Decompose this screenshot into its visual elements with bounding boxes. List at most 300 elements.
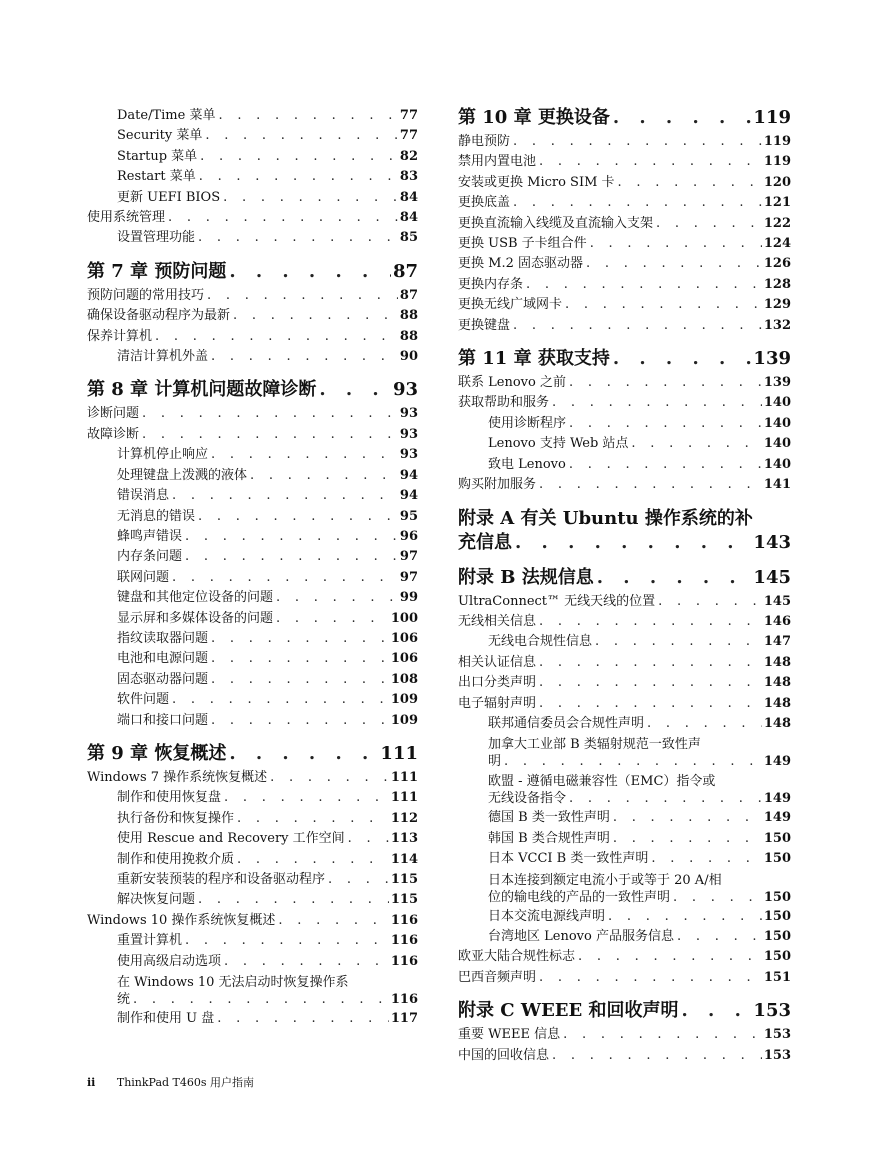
toc-entry-title: 无消息的错误 (117, 508, 196, 524)
toc-entry-page: 151 (763, 969, 791, 985)
toc-entry[interactable] (458, 927, 791, 947)
toc-leader-dots (169, 568, 398, 588)
toc-leader-dots (655, 592, 762, 612)
toc-chapter-entry[interactable] (458, 106, 791, 130)
toc-leader-dots (536, 968, 762, 988)
toc-entry-title: Date/Time 菜单 (117, 108, 216, 123)
toc-entry-page: 141 (763, 477, 791, 493)
toc-leader-dots (615, 173, 762, 193)
toc-leader-dots (226, 742, 378, 766)
toc-entry-title: 致电 Lenovo (488, 456, 566, 472)
toc-leader-dots (139, 425, 398, 445)
toc-entry-page: 111 (390, 769, 418, 785)
toc-entry[interactable] (458, 214, 791, 234)
toc-entry-title: 更换底盖 (458, 195, 511, 211)
toc-entry-title: 相关认证信息 (458, 654, 537, 670)
toc-entry-page: 90 (399, 349, 418, 365)
toc-entry-title: 重要 WEEE 信息 (458, 1027, 561, 1043)
toc-entry-page: 94 (399, 467, 418, 483)
toc-right-column (458, 106, 791, 1066)
toc-leader-dots (510, 193, 762, 213)
toc-leader-dots (605, 907, 762, 927)
toc-entry-page: 129 (763, 297, 791, 313)
toc-entry-title: 清洁计算机外盖 (117, 349, 209, 365)
toc-entry-page: 124 (763, 236, 791, 252)
toc-entry-title: 解决恢复问题 (117, 892, 196, 908)
toc-chapter-entry[interactable] (87, 260, 418, 284)
toc-entry-line (117, 991, 418, 1008)
toc-chapter-entry[interactable] (458, 999, 791, 1023)
toc-leader-dots (273, 609, 389, 629)
toc-entry-page: 109 (390, 692, 418, 708)
toc-entry-title: 设置管理功能 (117, 230, 196, 246)
toc-leader-dots (230, 306, 398, 326)
toc-leader-dots (594, 566, 752, 590)
toc-leader-dots (628, 434, 761, 454)
toc-leader-dots (202, 126, 398, 146)
toc-entry[interactable] (458, 653, 791, 673)
toc-entry[interactable] (87, 649, 418, 669)
toc-entry-title: 内存条问题 (117, 549, 183, 565)
toc-entry-page: 140 (763, 395, 791, 411)
toc-entry-title: 第 7 章 预防问题 (87, 260, 227, 282)
footer-page-number: ii (87, 1076, 96, 1089)
toc-entry-title: 使用 Rescue and Recovery 工作空间 (117, 831, 345, 847)
toc-entry-title: 联邦通信委员会合规性声明 (488, 715, 645, 731)
toc-entry[interactable] (458, 694, 791, 714)
toc-entry-title: 错误消息 (117, 488, 170, 504)
toc-entry-title: 第 10 章 更换设备 (458, 107, 610, 128)
toc-entry[interactable] (87, 507, 418, 527)
toc-entry-title: 更换键盘 (458, 317, 511, 333)
toc-entry-page: 132 (763, 317, 791, 333)
toc-entry-page: 147 (763, 634, 791, 650)
toc-entry-page: 120 (763, 174, 791, 190)
toc-entry-title: 购买附加服务 (458, 477, 537, 493)
toc-leader-dots (592, 632, 762, 652)
toc-entry-title: 键盘和其他定位设备的问题 (117, 590, 274, 606)
toc-entry[interactable] (458, 968, 791, 988)
toc-leader-dots (208, 670, 389, 690)
toc-entry-page: 96 (399, 528, 418, 544)
toc-entry-title: 更换 USB 子卡组合件 (458, 236, 587, 252)
toc-entry[interactable] (87, 952, 418, 972)
toc-entry-page: 117 (390, 1011, 418, 1027)
toc-entry-title: 使用高级启动选项 (117, 953, 222, 969)
toc-leader-dots (536, 475, 762, 495)
toc-entry[interactable] (458, 275, 791, 295)
toc-leader-dots (220, 188, 398, 208)
toc-leader-dots (536, 673, 762, 693)
toc-entry-page: 149 (763, 791, 791, 807)
toc-leader-dots (221, 952, 389, 972)
toc-entry-page: 143 (753, 531, 791, 553)
toc-entry-title-cont: 统 (117, 992, 131, 1008)
toc-entry[interactable] (458, 132, 791, 152)
toc-leader-dots (208, 445, 398, 465)
toc-entry[interactable] (458, 829, 791, 849)
toc-entry[interactable] (458, 434, 791, 454)
toc-entry-title: Windows 10 操作系统恢复概述 (87, 912, 276, 928)
toc-leader-dots (587, 234, 762, 254)
toc-entry[interactable] (458, 1046, 791, 1066)
toc-leader-dots (197, 147, 398, 167)
toc-entry-title: 执行备份和恢复操作 (117, 810, 235, 826)
toc-entry[interactable] (87, 167, 418, 187)
toc-leader-dots (536, 653, 762, 673)
toc-entry-title: 更换内存条 (458, 276, 524, 292)
toc-leader-dots (273, 588, 398, 608)
toc-leader-dots (653, 214, 762, 234)
toc-chapter-entry[interactable] (87, 378, 418, 402)
toc-entry-page: 85 (399, 230, 418, 246)
toc-entry[interactable] (87, 609, 418, 629)
toc-leader-dots (536, 694, 762, 714)
toc-entry-page: 116 (390, 933, 418, 949)
toc-entry-title: 台湾地区 Lenovo 产品服务信息 (488, 928, 674, 944)
toc-entry-page: 97 (399, 569, 418, 585)
toc-entry[interactable] (87, 890, 418, 910)
toc-left-column (87, 106, 418, 1029)
toc-entry-page: 116 (390, 912, 418, 928)
toc-leader-dots (644, 714, 762, 734)
toc-entry-title: 确保设备驱动程序为最新 (87, 308, 231, 324)
toc-leader-dots (182, 547, 398, 567)
toc-entry-title: 日本 VCCI B 类一致性声明 (488, 851, 649, 867)
toc-entry[interactable] (87, 1009, 418, 1029)
toc-entry[interactable] (458, 193, 791, 213)
toc-entry-page: 115 (390, 872, 418, 887)
toc-entry-page: 97 (399, 549, 418, 565)
toc-entry-page: 139 (753, 348, 791, 370)
toc-entry-title: 第 9 章 恢复概述 (87, 742, 227, 764)
toc-leader-dots (583, 254, 762, 274)
toc-leader-dots (560, 1025, 762, 1045)
toc-entry[interactable] (458, 771, 791, 808)
toc-entry-page: 140 (763, 456, 791, 472)
toc-entry-title: 重置计算机 (117, 933, 183, 949)
toc-entry[interactable] (87, 147, 418, 167)
toc-entry[interactable] (87, 445, 418, 465)
toc-entry-page: 153 (763, 1047, 791, 1063)
toc-leader-dots (169, 486, 398, 506)
toc-entry-page: 126 (763, 256, 791, 272)
toc-entry-title: 无线电合规性信息 (488, 634, 593, 650)
toc-leader-dots (139, 404, 398, 424)
toc-entry-title: 端口和接口问题 (117, 712, 209, 728)
toc-entry[interactable] (87, 527, 418, 547)
toc-entry-page: 83 (399, 169, 418, 185)
toc-entry-page: 140 (763, 415, 791, 431)
toc-entry-page: 153 (753, 1000, 791, 1022)
toc-entry[interactable] (87, 404, 418, 424)
toc-entry-title: 在 Windows 10 无法启动时恢复操作系 (117, 975, 349, 991)
toc-entry[interactable] (458, 714, 791, 734)
toc-entry-page: 148 (763, 695, 791, 711)
toc-entry-title: 更换 M.2 固态驱动器 (458, 256, 583, 272)
toc-leader-dots (670, 889, 762, 906)
toc-entry[interactable] (458, 907, 791, 927)
toc-entry-title: 欧亚大陆合规性标志 (458, 949, 576, 965)
toc-entry[interactable] (458, 870, 791, 907)
footer-title: ThinkPad T460s 用户指南 (116, 1076, 255, 1089)
toc-entry-title: Lenovo 支持 Web 站点 (488, 436, 629, 452)
toc-entry[interactable] (87, 547, 418, 567)
toc-entry[interactable] (458, 632, 791, 652)
toc-entry-line (488, 753, 791, 770)
toc-entry-title: 使用诊断程序 (488, 415, 567, 431)
toc-entry[interactable] (87, 711, 418, 731)
toc-entry-title: 指纹读取器问题 (117, 630, 209, 646)
toc-entry[interactable] (458, 808, 791, 828)
toc-leader-dots (566, 455, 762, 475)
toc-entry-title: 日本交流电源线声明 (488, 908, 606, 924)
toc-leader-dots (549, 1046, 762, 1066)
toc-leader-dots (610, 347, 752, 371)
toc-entry-title-cont: 明 (488, 754, 502, 770)
toc-entry-title: 日本连接到额定电流小于或等于 20 A/相 (488, 872, 722, 888)
toc-entry-page: 115 (390, 892, 418, 908)
toc-entry-page: 93 (399, 447, 418, 463)
toc-entry-title: 制作和使用 U 盘 (117, 1011, 215, 1027)
toc-chapter-entry[interactable] (87, 742, 418, 766)
toc-leader-dots (566, 790, 762, 807)
toc-leader-dots (648, 849, 761, 869)
toc-entry[interactable] (87, 768, 418, 788)
toc-entry-title: 更换直流输入线缆及直流输入支架 (458, 215, 654, 231)
toc-entry-title: 联系 Lenovo 之前 (458, 375, 566, 391)
toc-entry-page: 122 (763, 215, 791, 231)
toc-entry-page: 87 (392, 260, 418, 282)
toc-leader-dots (549, 393, 762, 413)
page-footer (87, 1074, 254, 1090)
toc-entry[interactable] (458, 455, 791, 475)
toc-entry-page: 77 (399, 128, 418, 144)
toc-entry-page: 88 (399, 328, 418, 344)
toc-leader-dots (182, 527, 398, 547)
toc-entry[interactable] (458, 373, 791, 393)
toc-leader-dots (325, 870, 389, 890)
toc-chapter-entry[interactable] (458, 347, 791, 371)
toc-leader-dots (214, 1009, 389, 1029)
toc-entry-page: 109 (390, 712, 418, 728)
toc-entry-title: 更换无线广域网卡 (458, 297, 563, 313)
toc-leader-dots (345, 829, 389, 849)
toc-entry[interactable] (458, 295, 791, 315)
toc-entry-page: 106 (390, 630, 418, 646)
toc-leader-dots (196, 167, 398, 187)
toc-leader-dots (679, 999, 752, 1023)
toc-entry-page: 149 (763, 754, 791, 770)
toc-entry-page: 84 (399, 189, 418, 205)
toc-leader-dots (208, 649, 389, 669)
toc-entry-title: 计算机停止响应 (117, 447, 209, 463)
toc-leader-dots (204, 286, 398, 306)
toc-entry-page: 95 (399, 508, 418, 524)
toc-entry-page: 82 (399, 148, 418, 164)
toc-entry[interactable] (87, 911, 418, 931)
toc-entry-title: 静电预防 (458, 134, 511, 149)
toc-entry-page: 150 (763, 949, 791, 965)
toc-entry[interactable] (87, 327, 418, 347)
toc-entry[interactable] (458, 393, 791, 413)
toc-entry-title: 中国的回收信息 (458, 1047, 550, 1063)
toc-entry[interactable] (87, 690, 418, 710)
toc-entry[interactable] (87, 347, 418, 367)
toc-entry[interactable] (458, 612, 791, 632)
toc-entry-page: 148 (763, 675, 791, 691)
toc-entry-title: Restart 菜单 (117, 169, 196, 185)
toc-entry-title: Security 菜单 (117, 128, 203, 144)
toc-entry[interactable] (87, 486, 418, 506)
toc-leader-dots (169, 690, 389, 710)
toc-entry-page: 119 (763, 134, 791, 149)
toc-leader-dots (208, 711, 389, 731)
toc-entry[interactable] (87, 850, 418, 870)
toc-entry-page: 94 (399, 488, 418, 504)
toc-entry[interactable] (87, 829, 418, 849)
toc-entry[interactable] (87, 228, 418, 248)
toc-entry-title: 显示屏和多媒体设备的问题 (117, 610, 274, 626)
toc-entry-page: 106 (390, 651, 418, 667)
toc-leader-dots (674, 927, 762, 947)
toc-entry-page: 84 (399, 210, 418, 226)
toc-entry-title: 第 8 章 计算机问题故障诊断 (87, 379, 317, 401)
toc-entry[interactable] (87, 286, 418, 306)
toc-entry[interactable] (87, 870, 418, 890)
toc-entry[interactable] (458, 414, 791, 434)
toc-entry-page: 128 (763, 276, 791, 292)
toc-leader-dots (536, 612, 762, 632)
toc-entry-page: 111 (380, 742, 418, 764)
toc-leader-dots (195, 507, 398, 527)
toc-leader-dots (130, 991, 389, 1008)
toc-leader-dots (208, 629, 389, 649)
toc-entry-page: 108 (390, 671, 418, 687)
toc-entry-title: 更新 UEFI BIOS (117, 189, 221, 205)
toc-entry-page: 145 (753, 566, 791, 588)
toc-entry-page: 77 (399, 108, 418, 123)
toc-entry-page: 116 (390, 992, 418, 1008)
toc-entry-page: 99 (399, 590, 418, 606)
toc-entry-title: 巴西音频声明 (458, 969, 537, 985)
toc-leader-dots (566, 373, 762, 393)
toc-entry[interactable] (458, 849, 791, 869)
toc-entry[interactable] (87, 106, 418, 126)
toc-entry-title: 使用系统管理 (87, 210, 166, 226)
toc-leader-dots (267, 768, 389, 788)
toc-leader-dots (234, 850, 389, 870)
toc-entry[interactable] (87, 972, 418, 1009)
toc-entry[interactable] (87, 306, 418, 326)
toc-entry-title: 制作和使用挽救介质 (117, 851, 235, 867)
toc-entry-page: 150 (763, 908, 791, 924)
toc-entry-title-cont: 位的输电线的产品的一致性声明 (488, 889, 671, 905)
toc-entry-title: UltraConnect™ 无线天线的位置 (458, 593, 656, 609)
toc-entry[interactable] (458, 234, 791, 254)
toc-leader-dots (510, 316, 762, 336)
toc-entry[interactable] (87, 568, 418, 588)
toc-entry[interactable] (458, 1025, 791, 1045)
toc-entry-title: 保养计算机 (87, 328, 153, 344)
toc-chapter-entry[interactable] (458, 566, 791, 590)
toc-entry-title: 故障诊断 (87, 426, 140, 442)
toc-entry[interactable] (458, 254, 791, 274)
toc-entry-page: 150 (763, 830, 791, 846)
toc-entry-page: 111 (390, 790, 418, 806)
toc-entry-title: 获取帮助和服务 (458, 395, 550, 411)
toc-entry[interactable] (87, 188, 418, 208)
toc-entry[interactable] (458, 152, 791, 172)
toc-entry-title: 处理键盘上泼溅的液体 (117, 467, 248, 483)
toc-entry-title: 安装或更换 Micro SIM 卡 (458, 174, 615, 190)
toc-entry[interactable] (458, 734, 791, 771)
toc-entry[interactable] (87, 126, 418, 146)
toc-leader-dots (316, 378, 391, 402)
toc-entry-page: 121 (763, 195, 791, 211)
toc-entry-page: 93 (392, 379, 418, 401)
toc-entry-page: 88 (399, 308, 418, 324)
toc-entry-page: 93 (399, 406, 418, 422)
toc-entry-page: 150 (763, 851, 791, 867)
toc-entry[interactable] (458, 673, 791, 693)
toc-leader-dots (510, 132, 762, 152)
toc-entry-title: 禁用内置电池 (458, 154, 537, 170)
toc-entry[interactable] (87, 931, 418, 951)
toc-leader-dots (215, 106, 397, 126)
toc-entry[interactable] (458, 475, 791, 495)
toc-entry[interactable] (87, 425, 418, 445)
toc-entry-title: 预防问题的常用技巧 (87, 287, 205, 303)
toc-entry-title: 电子辐射声明 (458, 695, 537, 711)
toc-entry[interactable] (458, 592, 791, 612)
toc-leader-dots (610, 106, 752, 130)
toc-entry[interactable] (87, 588, 418, 608)
toc-leader-dots (208, 347, 398, 367)
toc-leader-dots (275, 911, 388, 931)
toc-entry[interactable] (87, 788, 418, 808)
toc-leader-dots (195, 890, 389, 910)
toc-entry-page: 119 (763, 154, 791, 170)
toc-entry-title: 电池和电源问题 (117, 651, 209, 667)
toc-leader-dots (610, 808, 762, 828)
toc-entry-title: 欧盟 - 遵循电磁兼容性（EMC）指令或 (488, 774, 716, 790)
toc-entry-title: Windows 7 操作系统恢复概述 (87, 769, 268, 785)
toc-entry-title: 附录 B 法规信息 (458, 566, 594, 588)
toc-entry-page: 100 (390, 610, 418, 626)
toc-entry-page: 140 (763, 436, 791, 452)
toc-entry[interactable] (87, 466, 418, 486)
toc-entry-title: 诊断问题 (87, 406, 140, 422)
toc-entry[interactable] (458, 947, 791, 967)
toc-entry-title: 附录 C WEEE 和回收声明 (458, 1000, 679, 1022)
toc-entry-page: 119 (753, 107, 791, 128)
toc-leader-dots (221, 788, 389, 808)
toc-entry[interactable] (87, 809, 418, 829)
toc-entry-title: 无线相关信息 (458, 613, 537, 629)
toc-leader-dots (575, 947, 762, 967)
toc-entry-page: 153 (763, 1027, 791, 1043)
toc-entry-title: 联网问题 (117, 569, 170, 585)
toc-entry[interactable] (458, 173, 791, 193)
toc-entry-title: 固态驱动器问题 (117, 671, 209, 687)
toc-entry[interactable] (87, 670, 418, 690)
toc-leader-dots (152, 327, 398, 347)
toc-entry[interactable] (87, 629, 418, 649)
toc-entry[interactable] (458, 316, 791, 336)
toc-entry[interactable] (87, 208, 418, 228)
toc-chapter-entry[interactable] (458, 507, 791, 555)
